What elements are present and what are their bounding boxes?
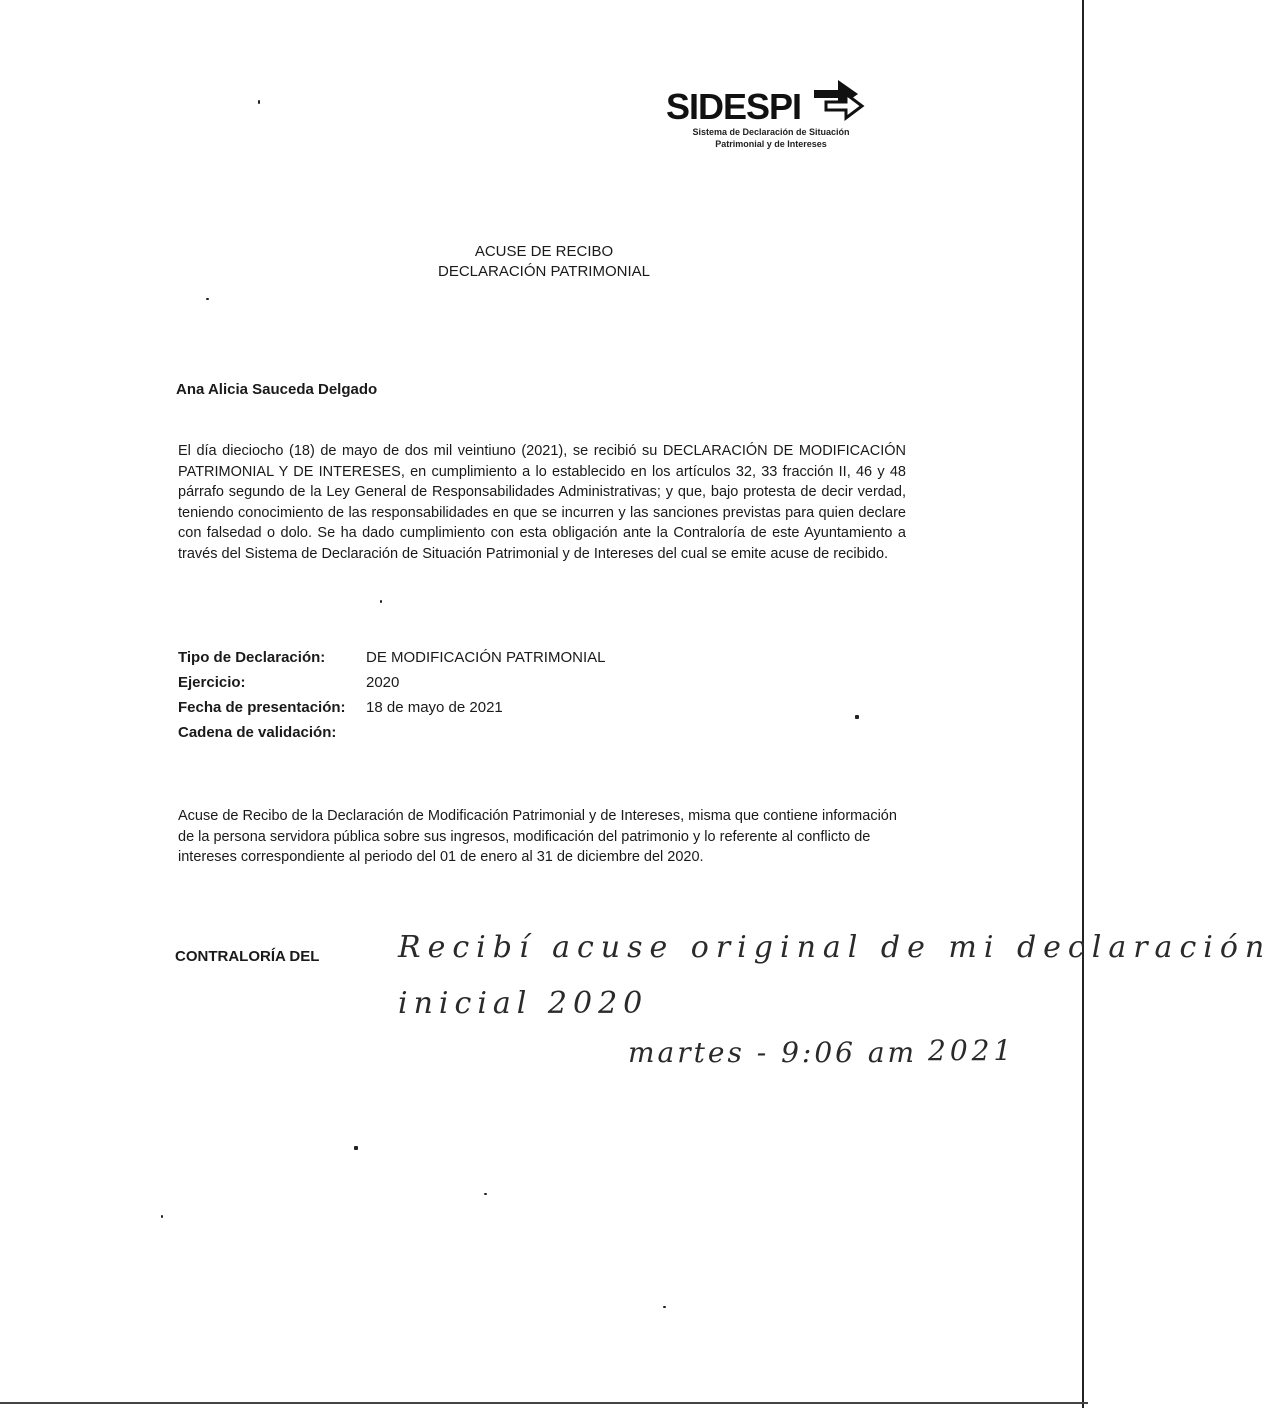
logo-subtitle: [666, 126, 876, 150]
declaration-fields: [178, 645, 605, 745]
field-row-cadena: [178, 720, 605, 745]
logo-subtitle-line2: Patrimonial y de Intereses: [715, 139, 827, 149]
logo-wordmark: SIDESPI: [666, 86, 802, 127]
field-value: 18 de mayo de 2021: [366, 699, 503, 716]
field-row-ejercicio: [178, 670, 605, 695]
document-title: [0, 242, 1088, 282]
field-label: Tipo de Declaración:: [178, 649, 326, 666]
scan-speck: [380, 600, 382, 603]
scan-speck: [354, 1146, 358, 1150]
recipient-name: Ana Alicia Sauceda Delgado: [176, 381, 378, 398]
scan-edge-bottom: [0, 1402, 1088, 1404]
field-row-fecha: [178, 695, 605, 720]
scan-speck: [258, 100, 260, 104]
sidespi-logo: [664, 70, 894, 160]
field-row-tipo: [178, 645, 605, 670]
logo-subtitle-line1: Sistema de Declaración de Situación: [692, 127, 850, 137]
signature-block: CONTRALORÍA DEL: [175, 948, 320, 965]
title-line1: ACUSE DE RECIBO: [474, 243, 614, 260]
field-value: 2020: [366, 674, 400, 691]
closing-paragraph: Acuse de Recibo de la Declaración de Modificación Patrimonial y de Intereses, misma que contiene información de la persona servidora pública sobre sus ingresos, modificación del patrimonio y lo referente al conflicto de intereses correspondiente al periodo del 01 de enero al 31 de diciembre del 2020.: [178, 808, 897, 865]
title-line2: DECLARACIÓN PATRIMONIAL: [438, 263, 650, 280]
handwritten-note-line2: inicial 2020: [398, 986, 649, 1021]
body-paragraph: El día dieciocho (18) de mayo de dos mil veintiuno (2021), se recibió su DECLARACIÓN DE MODIFICACIÓN PATRIMONIAL Y DE INTERESES, en cumplimiento a lo establecido en los artículos 32, 33 fracción II, 46 y 48 párrafo segundo de la Ley General de Responsabilidades Administrativas; y que, bajo protesta de decir verdad, teniendo conocimiento de las responsabilidades en que se incurren y las sanciones previstas para quien declare con falsedad o dolo. Se ha dado cumplimiento con esta obligación ante la Contraloría de este Ayuntamiento a través del Sistema de Declaración de Situación Patrimonial y de Intereses del cual se emite acuse de recibido.: [178, 443, 906, 562]
scan-speck: [484, 1193, 487, 1195]
scan-edge-right: [1082, 0, 1084, 1408]
scan-speck: [663, 1306, 666, 1308]
scan-speck: [161, 1215, 163, 1218]
handwritten-note-line4: 2021: [928, 1034, 1016, 1067]
handwritten-note-line1: Recibí acuse original de mi declaración: [398, 930, 1271, 965]
handwritten-note-line3: martes - 9:06 am: [628, 1036, 918, 1069]
scan-speck: [206, 298, 209, 300]
field-label: Ejercicio:: [178, 674, 246, 691]
field-value: DE MODIFICACIÓN PATRIMONIAL: [366, 649, 606, 666]
field-label: Fecha de presentación:: [178, 699, 346, 716]
scan-speck: [855, 715, 859, 719]
field-label: Cadena de validación:: [178, 724, 337, 741]
double-arrow-icon: [812, 72, 864, 122]
